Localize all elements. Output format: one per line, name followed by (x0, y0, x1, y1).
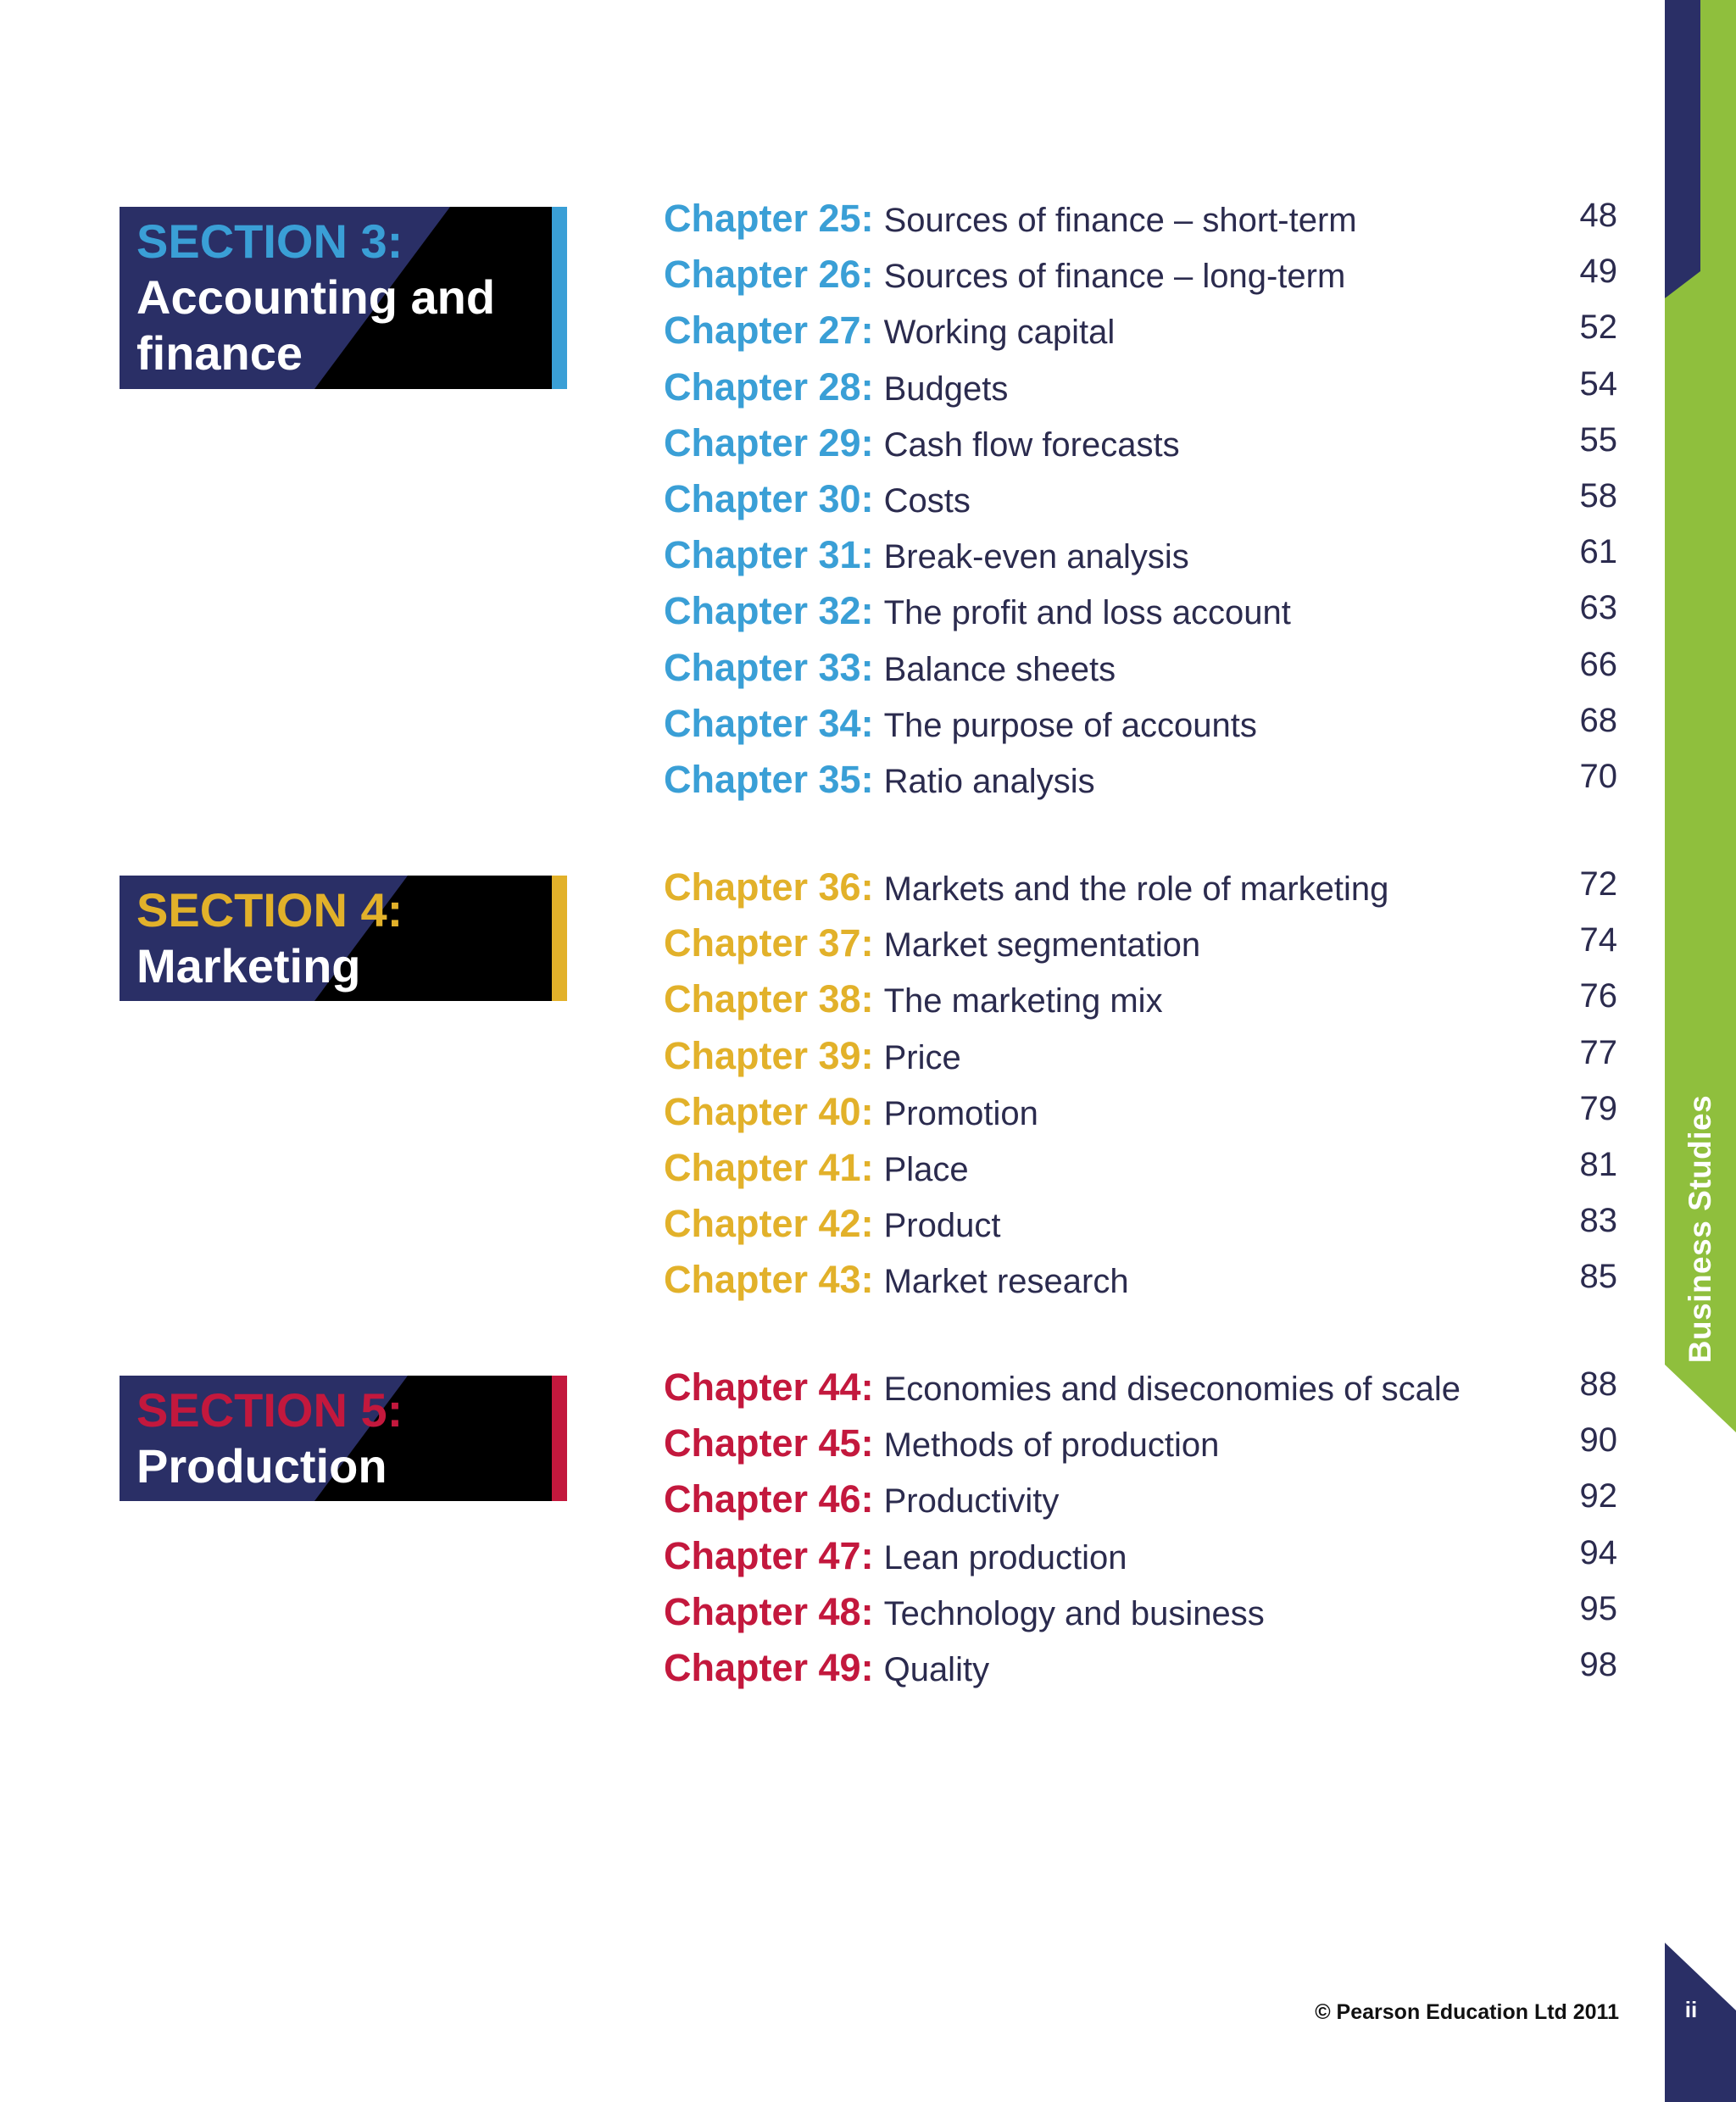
chapter-number: Chapter 41: (664, 1145, 874, 1189)
chapter-page-number: 98 (1579, 1645, 1617, 1683)
section-5-title (136, 1382, 403, 1494)
section-number: SECTION 5: (136, 1383, 403, 1437)
chapter-number: Chapter 35: (664, 757, 874, 801)
section-3-chapter-list (664, 197, 1617, 814)
chapter-number: Chapter 49: (664, 1645, 874, 1689)
chapter-entry[interactable] (664, 1646, 1617, 1702)
chapter-title: Cash flow forecasts (883, 425, 1180, 464)
section-name-line2: finance (136, 326, 303, 380)
chapter-number: Chapter 28: (664, 364, 874, 409)
chapter-entry[interactable] (664, 865, 1617, 921)
chapter-number: Chapter 37: (664, 921, 874, 965)
chapter-page-number: 81 (1579, 1145, 1617, 1183)
chapter-entry[interactable] (664, 421, 1617, 477)
chapter-page-number: 95 (1579, 1589, 1617, 1627)
section-name: Accounting and (136, 270, 496, 324)
chapter-entry[interactable] (664, 533, 1617, 589)
chapter-page-number: 49 (1579, 253, 1617, 291)
chapter-title: The purpose of accounts (883, 706, 1257, 744)
chapter-number: Chapter 33: (664, 645, 874, 689)
page-number: ii (1684, 1997, 1698, 2022)
chapter-page-number: 88 (1579, 1365, 1617, 1403)
chapter-page-number: 74 (1579, 921, 1617, 959)
chapter-title: Market research (883, 1263, 1129, 1301)
chapter-page-number: 85 (1579, 1258, 1617, 1296)
chapter-entry[interactable] (664, 589, 1617, 645)
chapter-title: Market segmentation (883, 926, 1201, 965)
chapter-number: Chapter 27: (664, 309, 874, 353)
section-5-header (120, 1376, 567, 1501)
chapter-title: Costs (883, 481, 971, 520)
section-4-header (120, 876, 567, 1001)
section-4-title (136, 882, 403, 994)
chapter-title: The profit and loss account (883, 594, 1291, 632)
chapter-title: Working capital (883, 314, 1116, 352)
chapter-page-number: 92 (1579, 1477, 1617, 1515)
section-3-title (136, 214, 495, 381)
chapter-page-number: 63 (1579, 589, 1617, 627)
side-tab-label (1666, 1085, 1734, 1373)
section-number: SECTION 4: (136, 883, 403, 937)
chapter-entry[interactable] (664, 758, 1617, 814)
chapter-number: Chapter 39: (664, 1033, 874, 1077)
chapter-title: Productivity (883, 1482, 1060, 1521)
chapter-entry[interactable] (664, 1202, 1617, 1258)
chapter-page-number: 90 (1579, 1421, 1617, 1460)
chapter-page-number: 70 (1579, 757, 1617, 795)
chapter-entry[interactable] (664, 1590, 1617, 1646)
chapter-title: Technology and business (883, 1594, 1265, 1632)
section-5-chapter-list (664, 1365, 1617, 1702)
chapter-entry[interactable] (664, 1365, 1617, 1421)
chapter-title: Sources of finance – long-term (883, 258, 1346, 296)
chapter-entry[interactable] (664, 1534, 1617, 1590)
side-tab-text: Business Studies (1683, 1094, 1717, 1364)
chapter-number: Chapter 38: (664, 977, 874, 1021)
chapter-number: Chapter 44: (664, 1365, 874, 1409)
chapter-entry[interactable] (664, 702, 1617, 758)
chapter-entry[interactable] (664, 1034, 1617, 1090)
chapter-entry[interactable] (664, 365, 1617, 421)
chapter-page-number: 52 (1579, 309, 1617, 347)
copyright-notice: © Pearson Education Ltd 2011 (1315, 2000, 1619, 2024)
chapter-entry[interactable] (664, 477, 1617, 533)
chapter-number: Chapter 31: (664, 533, 874, 577)
chapter-title: Markets and the role of marketing (883, 870, 1389, 908)
chapter-page-number: 61 (1579, 533, 1617, 571)
chapter-number: Chapter 32: (664, 589, 874, 633)
chapter-entry[interactable] (664, 921, 1617, 977)
chapter-title: Lean production (883, 1538, 1127, 1576)
chapter-entry[interactable] (664, 253, 1617, 309)
chapter-number: Chapter 46: (664, 1477, 874, 1521)
side-strip (1665, 0, 1736, 2102)
chapter-entry[interactable] (664, 1090, 1617, 1146)
chapter-title: The marketing mix (883, 982, 1163, 1020)
chapter-title: Sources of finance – short-term (883, 202, 1357, 239)
chapter-title: Quality (883, 1650, 990, 1688)
chapter-title: Economies and diseconomies of scale (883, 1371, 1461, 1408)
chapter-number: Chapter 40: (664, 1089, 874, 1133)
chapter-number: Chapter 48: (664, 1589, 874, 1633)
chapter-page-number: 54 (1579, 364, 1617, 403)
chapter-number: Chapter 45: (664, 1421, 874, 1465)
chapter-page-number: 48 (1579, 197, 1617, 234)
chapter-number: Chapter 47: (664, 1533, 874, 1577)
chapter-entry[interactable] (664, 1477, 1617, 1533)
chapter-page-number: 83 (1579, 1202, 1617, 1240)
section-name: Production (136, 1439, 387, 1493)
section-3-header (120, 207, 567, 389)
chapter-number: Chapter 30: (664, 476, 874, 520)
section-4-chapter-list (664, 865, 1617, 1315)
chapter-number: Chapter 34: (664, 701, 874, 745)
chapter-entry[interactable] (664, 1146, 1617, 1202)
chapter-title: Methods of production (883, 1426, 1220, 1465)
section-name: Marketing (136, 939, 361, 993)
chapter-page-number: 76 (1579, 977, 1617, 1015)
chapter-number: Chapter 29: (664, 420, 874, 464)
chapter-entry[interactable] (664, 1258, 1617, 1314)
chapter-page-number: 94 (1579, 1533, 1617, 1571)
chapter-title: Ratio analysis (883, 762, 1095, 800)
chapter-page-number: 77 (1579, 1033, 1617, 1071)
chapter-title: Balance sheets (883, 650, 1116, 688)
chapter-number: Chapter 42: (664, 1202, 874, 1246)
chapter-title: Break-even analysis (883, 538, 1189, 576)
chapter-title: Product (883, 1207, 1001, 1245)
chapter-entry[interactable] (664, 977, 1617, 1033)
chapter-entry[interactable] (664, 1421, 1617, 1477)
chapter-number: Chapter 43: (664, 1258, 874, 1302)
chapter-page-number: 79 (1579, 1089, 1617, 1127)
chapter-page-number: 55 (1579, 420, 1617, 459)
chapter-entry[interactable] (664, 646, 1617, 702)
chapter-title: Price (883, 1038, 961, 1076)
chapter-number: Chapter 25: (664, 197, 874, 240)
chapter-page-number: 66 (1579, 645, 1617, 683)
chapter-number: Chapter 36: (664, 865, 874, 909)
chapter-entry[interactable] (664, 197, 1617, 253)
chapter-number: Chapter 26: (664, 253, 874, 297)
section-number: SECTION 3: (136, 214, 403, 268)
chapter-title: Promotion (883, 1094, 1038, 1132)
chapter-page-number: 58 (1579, 476, 1617, 514)
chapter-page-number: 68 (1579, 701, 1617, 739)
chapter-page-number: 72 (1579, 865, 1617, 903)
chapter-title: Place (883, 1150, 969, 1188)
chapter-title: Budgets (883, 370, 1009, 408)
chapter-entry[interactable] (664, 309, 1617, 364)
